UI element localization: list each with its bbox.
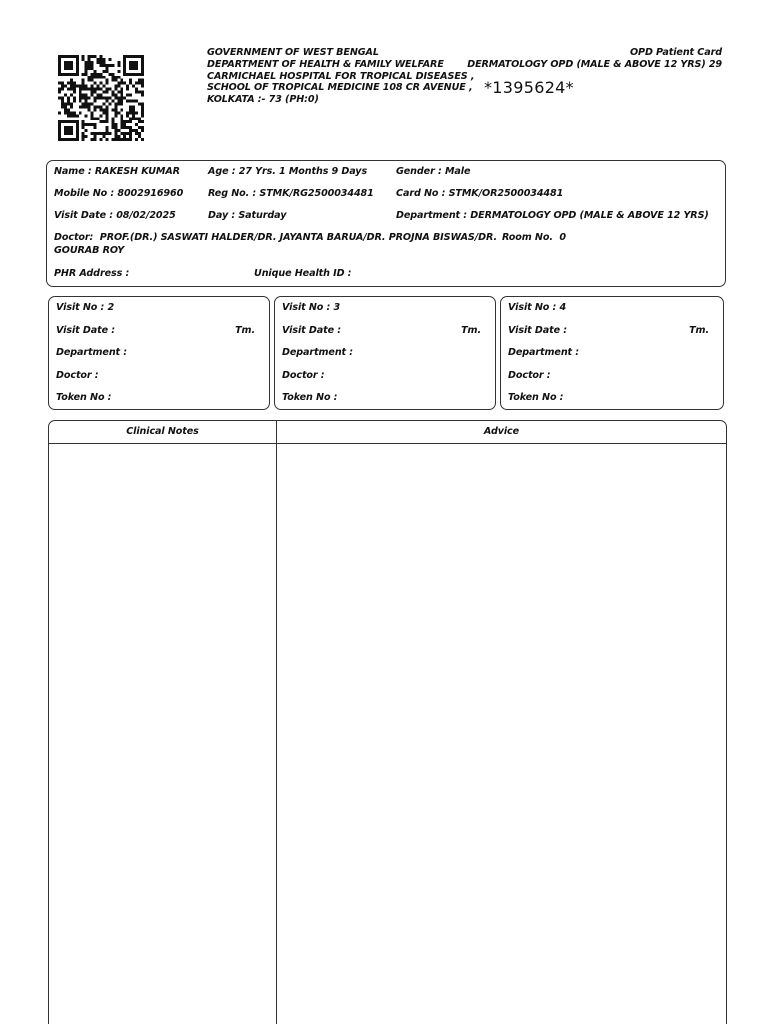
visit-box-3 [274,296,496,410]
visit-no: Visit No : 4 [508,302,567,313]
age-field: Age : 27 Yrs. 1 Months 9 Days [208,166,368,177]
doctor-field: Doctor: PROF.(DR.) SASWATI HALDER/DR. JAYANTA BARUA/DR. PROJNA BISWAS/DR. [54,232,497,243]
mobile-field: Mobile No : 8002916960 [54,188,184,199]
card-title: OPD Patient Card [629,47,722,58]
patient-doctor-cont: GOURAB ROY [54,245,125,256]
patient-row-1 [54,166,719,180]
visit-token-label: Token No : [508,392,564,403]
patient-department: DERMATOLOGY OPD (MALE & ABOVE 12 YRS) [470,210,709,221]
patient-row-3 [54,210,719,224]
reg-field: Reg No. : STMK/RG2500034481 [208,188,374,199]
room-field: Room No. 0 [502,232,566,243]
visit-token-label: Token No : [282,392,338,403]
barcode-number: *1395624* [484,78,574,97]
visit-date-label: Visit Date : [282,325,341,336]
visit-doctor-label: Doctor : [282,370,325,381]
advice-heading: Advice [483,426,520,437]
org-line: CARMICHAEL HOSPITAL FOR TROPICAL DISEASES , [207,70,475,82]
patient-reg-no: STMK/RG2500034481 [259,188,374,199]
gender-field: Gender : Male [396,166,471,177]
clinical-notes-heading: Clinical Notes [126,426,199,437]
patient-room: 0 [559,232,566,243]
org-line: DEPARTMENT OF HEALTH & FAMILY WELFARE [207,58,444,70]
visit-box-2 [48,296,270,410]
name-field: Name : RAKESH KUMAR [54,166,180,177]
visit-department-label: Department : [282,347,354,358]
visit-no: Visit No : 3 [282,302,341,313]
visit-doctor-label: Doctor : [508,370,551,381]
patient-day: Saturday [238,210,287,221]
notes-section [48,420,727,1024]
patient-mobile: 8002916960 [117,188,184,199]
visit-time-label: Tm. [461,325,481,336]
visit-department-label: Department : [56,347,128,358]
clinical-notes-area[interactable] [49,444,276,1024]
visit-time-label: Tm. [689,325,709,336]
visit-date-label: Visit Date : [508,325,567,336]
visit-time-label: Tm. [235,325,255,336]
unique-health-id-label: Unique Health ID : [254,268,352,279]
department-field: Department : DERMATOLOGY OPD (MALE & ABOVE 12 YRS) [396,210,709,221]
card-field: Card No : STMK/OR2500034481 [396,188,564,199]
patient-details-box [46,160,726,287]
visit-doctor-label: Doctor : [56,370,99,381]
patient-row-4 [54,232,719,246]
visit-date-label: Visit Date : [56,325,115,336]
org-line: GOVERNMENT OF WEST BENGAL [207,47,379,58]
card-subtitle: DERMATOLOGY OPD (MALE & ABOVE 12 YRS) 29 [467,58,722,70]
phr-address-label: PHR Address : [54,268,130,279]
patient-card-no: STMK/OR2500034481 [448,188,564,199]
visit-no: Visit No : 2 [56,302,115,313]
patient-age: 27 Yrs. 1 Months 9 Days [238,166,368,177]
patient-name: RAKESH KUMAR [94,166,180,177]
card-type [467,47,722,71]
qr-code [58,52,144,144]
patient-gender: Male [444,166,471,177]
patient-visit-date: 08/02/2025 [116,210,176,221]
org-line: SCHOOL OF TROPICAL MEDICINE 108 CR AVENUE , [207,82,473,94]
advice-area[interactable] [277,444,726,1024]
visit-box-4 [500,296,724,410]
patient-row-5 [54,268,719,282]
patient-doctor: PROF.(DR.) SASWATI HALDER/DR. JAYANTA BARUA/DR. PROJNA BISWAS/DR. [99,232,497,243]
patient-row-2 [54,188,719,202]
visit-token-label: Token No : [56,392,112,403]
hospital-header [207,47,477,106]
visit-department-label: Department : [508,347,580,358]
day-field: Day : Saturday [208,210,287,221]
org-line: KOLKATA :- 73 (PH:0) [207,94,319,106]
patient-row-4b [54,245,719,259]
visit-date-field: Visit Date : 08/02/2025 [54,210,176,221]
